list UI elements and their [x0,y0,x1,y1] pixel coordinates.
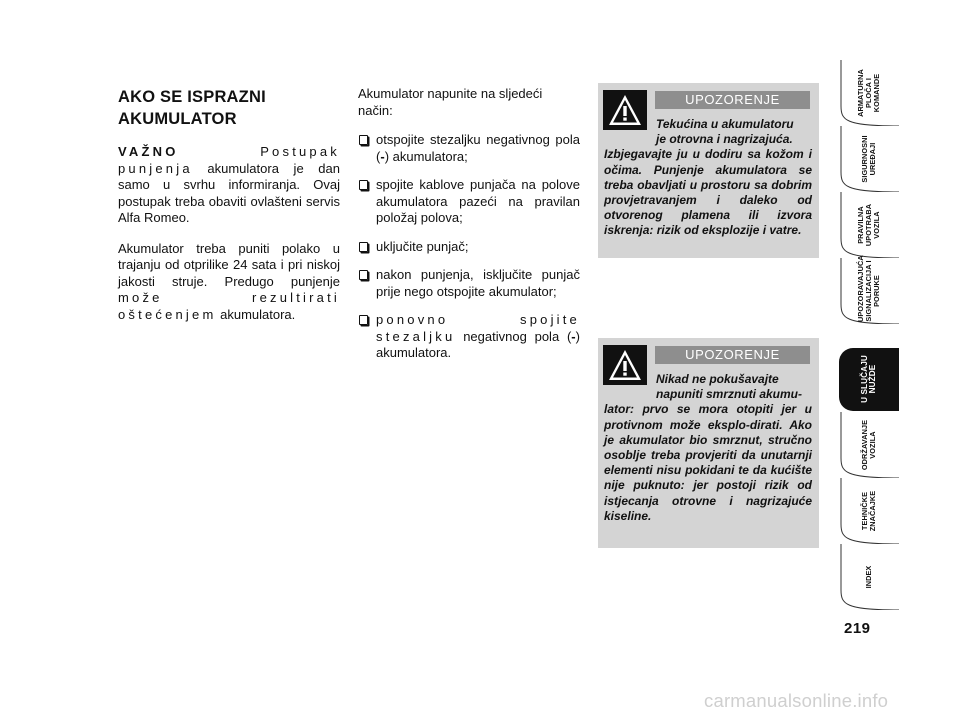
procedure-steps [358,132,580,362]
section-title-line2: AKUMULATOR [118,110,237,128]
warning-text [604,117,812,239]
step-text-spaced: ponovno spojite stezaljku [376,312,580,344]
checkbox-bullet-icon [359,315,368,325]
procedure-step [358,132,580,165]
procedure-step [358,312,580,362]
important-paragraph [118,144,340,227]
step-text: otspojite stezaljku negativnog pola ( [376,132,580,164]
charging-paragraph [118,241,340,324]
warning-text-line1: Nikad ne pokušavajte [656,372,779,386]
tab-odrzavanje-vozila[interactable] [839,412,899,478]
tab-label: ARMATURNA PLOČA I KOMANDE [856,69,881,117]
tab-label: INDEX [864,565,873,589]
section-title [118,86,340,130]
warning-text-line1: Tekućina u akumulatoru [656,117,794,131]
tab-upozoravajuca-signalizacija[interactable] [839,255,899,324]
minus-symbol: - [380,148,385,164]
warning-text-rest: lator: prvo se mora otopiti jer u protivnom može eksplo-dirati. Ako je akumulator bio smrznut, stručno osoblje treba provjeriti da unutarnji elementi nisu pokidani te da kućište nije puknuto: jer postoji rizik od istjecanja otrovne i nagrizajuće kiseline. [604,402,812,523]
procedure-step [358,239,580,256]
tab-label: UPOZORAVAJUĆA SIGNALIZACIJA I PORUKE [856,255,881,322]
tab-label: PRAVILNA UPOTRABA VOZILA [856,203,881,247]
tab-pravilna-upotraba[interactable] [839,192,899,258]
warning-heading: UPOZORENJE [655,91,810,109]
tab-tehnicke-znacajke[interactable] [839,478,899,544]
tab-sigurnosni-uredaji[interactable] [839,126,899,192]
checkbox-bullet-icon [359,180,368,190]
procedure-step [358,177,580,227]
warning-text-line2: je otrovna i nagrizajuća. [656,132,793,147]
page-number: 219 [844,620,871,637]
tab-u-slucaju-nuzde[interactable] [839,346,899,412]
checkbox-bullet-icon [359,135,368,145]
procedure-column [358,86,580,374]
charging-text-end: akumulatora. [220,306,296,322]
procedure-step [358,267,580,300]
important-label: VAŽNO [118,144,179,159]
chapter-tabs [839,60,899,652]
charging-text-spaced: može rezultirati oštećenjem [118,290,340,322]
warning-heading: UPOZORENJE [655,346,810,364]
watermark: carmanualsonline.info [704,690,889,711]
step-text: spojite kablove punjača na polove akumulatora pazeći na pravilan položaj polova; [376,177,580,225]
step-text: negativnog pola ( [463,328,572,344]
procedure-intro: Akumulator napunite na sljedeći način: [358,86,543,118]
left-column [118,86,340,337]
tab-label: ODRŽAVANJE VOZILA [860,419,877,471]
section-title-line1: AKO SE ISPRAZNI [118,88,266,106]
step-text: ) akumulatora. [376,328,580,360]
step-text: nakon punjenja, isključite punjač prije nego otspojite akumulator; [376,267,580,299]
checkbox-bullet-icon [359,270,368,280]
tab-index[interactable] [839,544,899,610]
warning-box-electrolyte [598,83,819,258]
checkbox-bullet-icon [359,242,368,252]
step-text: ) akumulatora; [384,148,468,164]
warning-text-line2: napuniti smrznuti akumu- [656,387,803,402]
important-text: Postupak punjenja [118,144,340,176]
warning-text-rest: Izbjegavajte ju u dodiru sa kožom i očima. Punjenje akumulatora se treba obavljati u prostoru sa dobrim provjetravanjem i daleko od otvorenog plamena ili izvora iskrenja: rizik od eksplozije i vatre. [604,147,812,238]
tab-label: U SLUČAJU NUŽDE [860,355,877,403]
warning-box-frozen [598,338,819,548]
tab-armaturna-ploca[interactable] [839,60,899,126]
important-rest: akumulatora je dan samo u svrhu informiranja. Ovaj postupak treba obaviti ovlašteni servis Alfa Romeo. [118,160,340,225]
minus-symbol: - [571,328,576,344]
charging-text-start: Akumulator treba puniti polako u trajanju od otprilike 24 sata i pri niskoj jakosti struje. Predugo punjenje [118,240,340,289]
tab-label: SIGURNOSNI UREĐAJI [860,135,877,183]
tab-label: TEHNIČKE ZNAČAJKE [860,490,877,532]
warning-text [604,372,812,524]
step-text: uključite punjač; [376,238,469,254]
